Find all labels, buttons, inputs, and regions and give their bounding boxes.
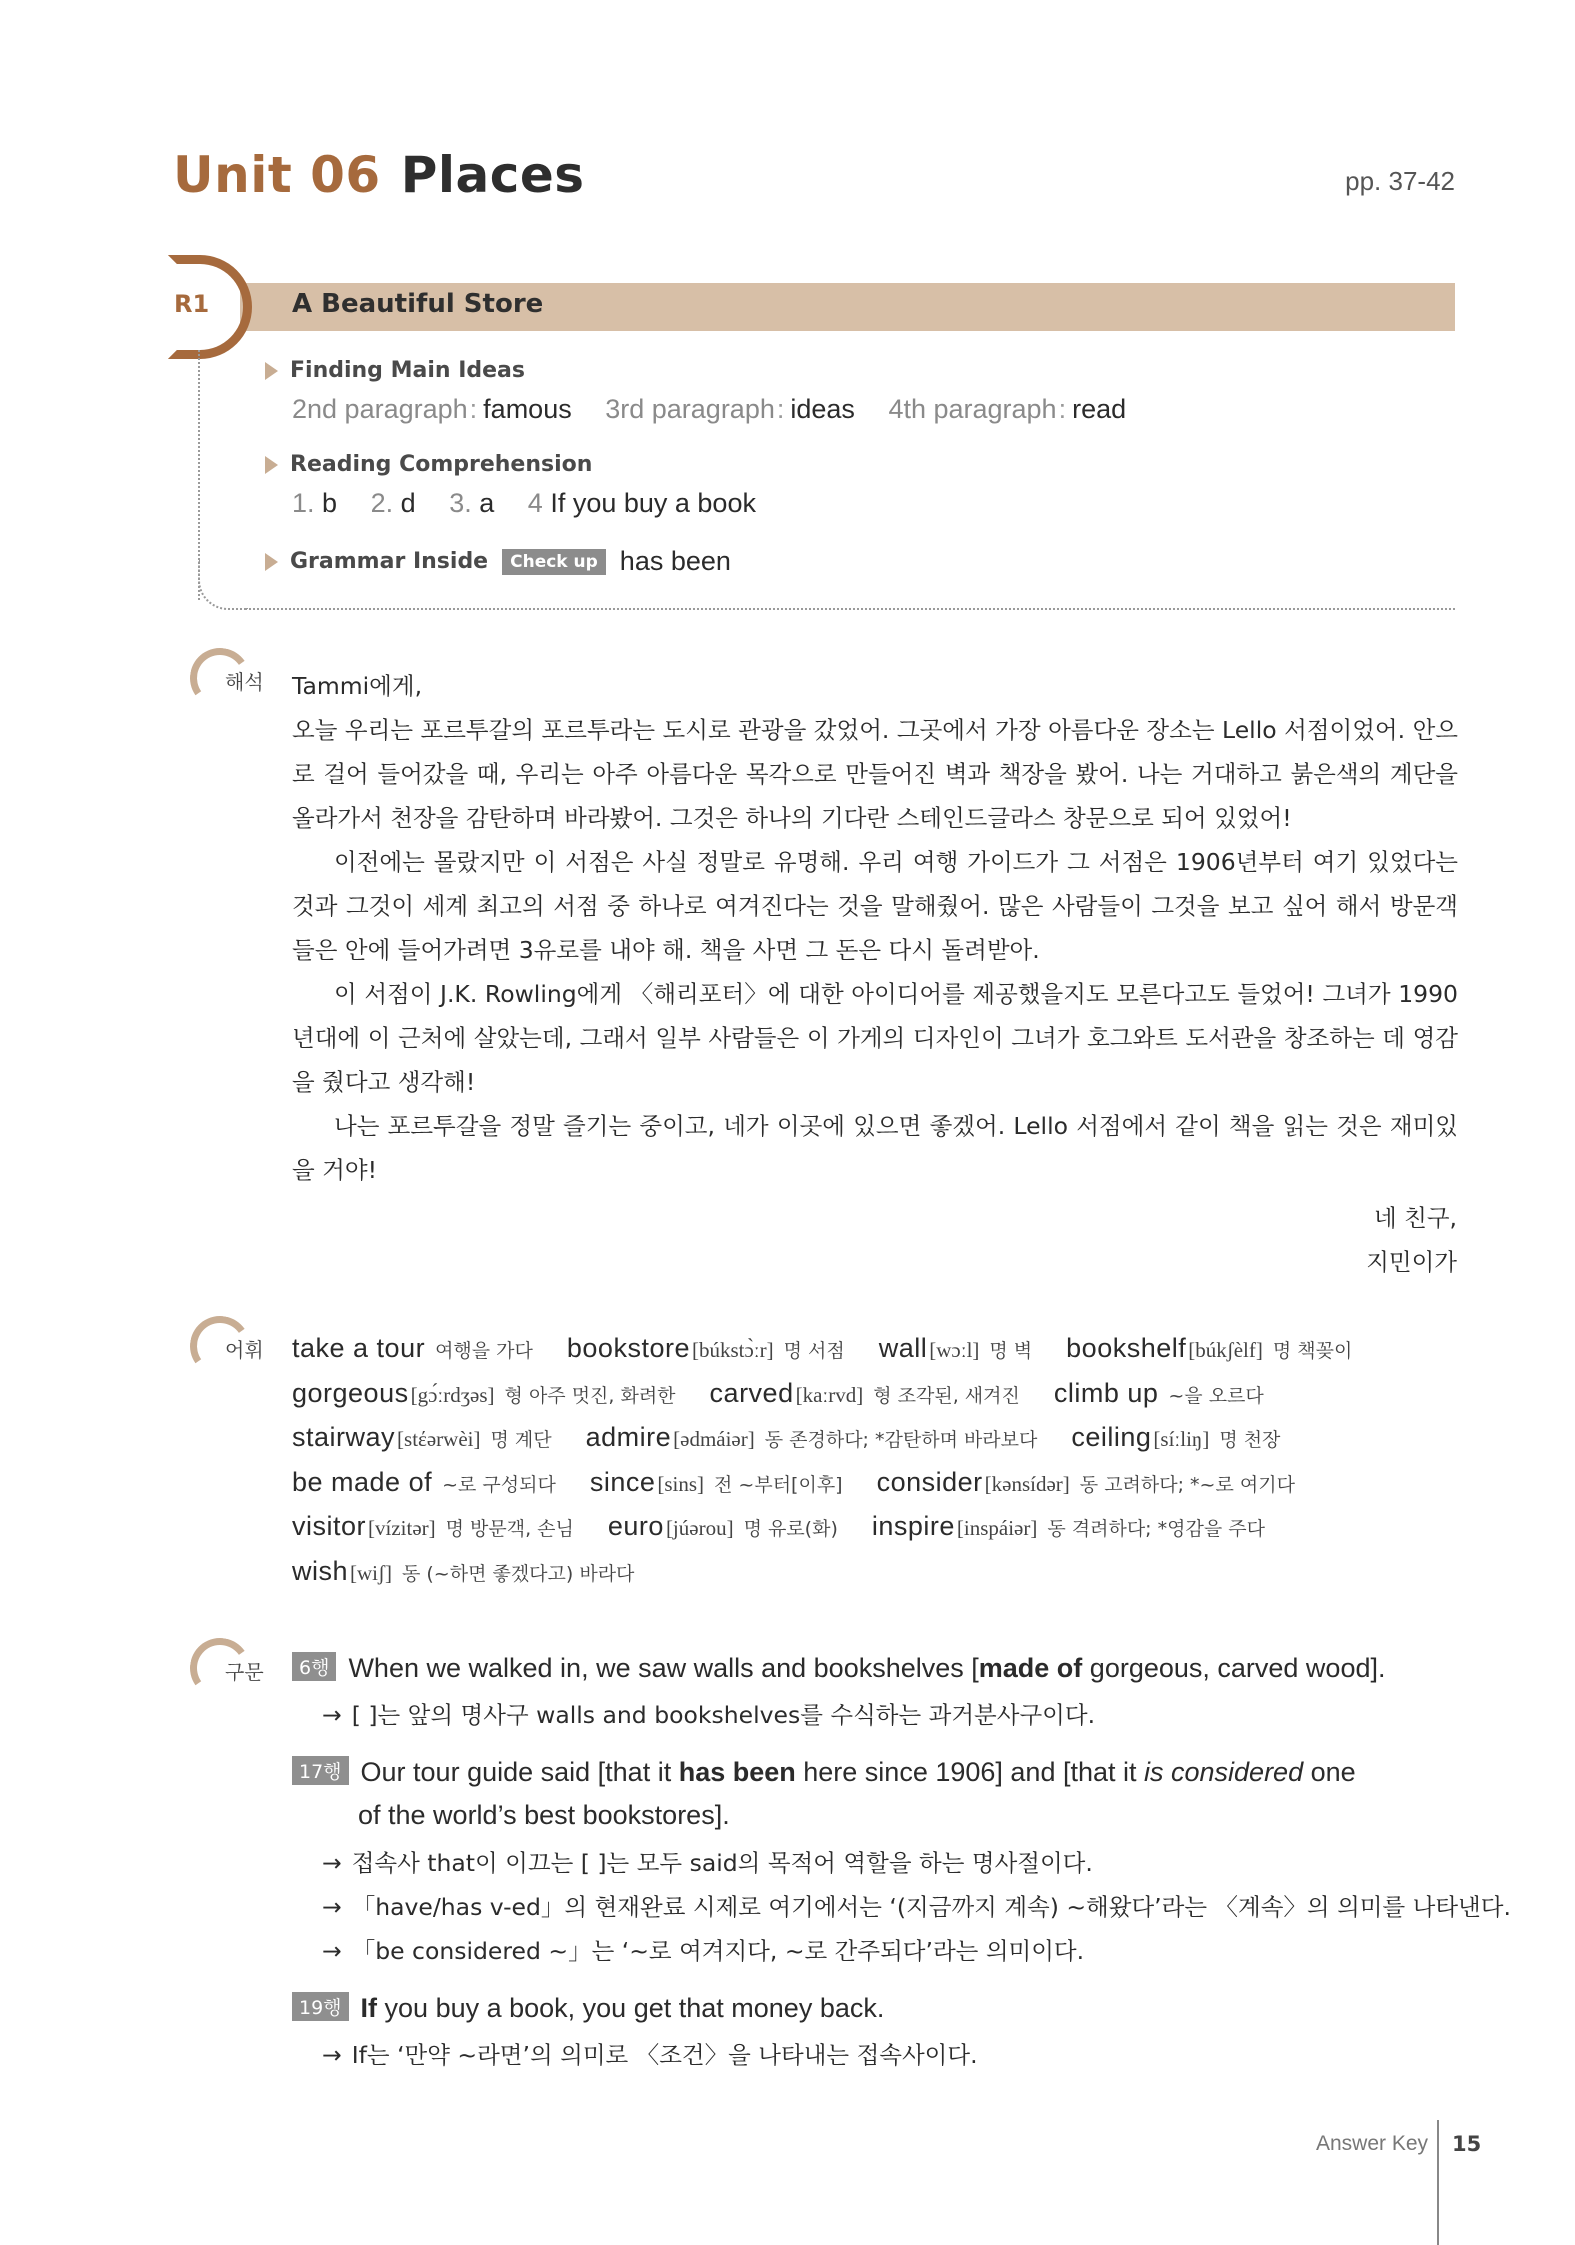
- translation-paragraph: 이전에는 몰랐지만 이 서점은 사실 정말로 유명해. 우리 여행 가이드가 그 서점은 1906년부터 여기 있었다는 것과 그것이 세계 최고의 서점 중 하나로 여겨진다는 것을 말해줬어. 많은 사람들이 그것을 보고 싶어 해서 방문객들은 안에 들어가려면 3유로를 내야 해. 책을 사면 그 돈은 다시 돌려받아.: [292, 848, 1458, 964]
- translation-paragraph: 이 서점이 J.K. Rowling에게 〈해리포터〉에 대한 아이디어를 제공했을지도 모른다고도 들었어! 그녀가 1990년대에 이 근처에 살았는데, 그래서 일부 사람들은 이 가게의 디자인이 그녀가 호그와트 도서관을 창조하는 데 영감을 줬다고 생각해!: [292, 980, 1458, 1096]
- check-up-badge: Check up: [502, 549, 606, 575]
- translation-signature: 네 친구, 지민이가: [1366, 1204, 1457, 1276]
- vocab-item: wish [wiʃ] 동 (~하면 좋겠다고) 바라다: [292, 1555, 635, 1586]
- r1-dotted-bottom: [245, 608, 1455, 610]
- vocab-item: climb up ~을 오르다: [1053, 1377, 1264, 1408]
- vocab-row: [292, 1378, 1462, 1423]
- translation-paragraph: 나는 포르투갈을 정말 즐기는 중이고, 네가 이곳에 있으면 좋겠어. Lello 서점에서 같이 책을 읽는 것은 재미있을 거야!: [292, 1112, 1458, 1184]
- vocab-list: [292, 1333, 1462, 1600]
- structure-note: → If는 ‘만약 ~라면’의 의미로 〈조건〉을 나타내는 접속사이다.: [322, 2041, 978, 2069]
- vocab-item: wall [wɔːl] 명 벽: [878, 1333, 1033, 1363]
- translation-paragraph: 오늘 우리는 포르투갈의 포르투라는 도시로 관광을 갔었어. 그곳에서 가장 아름다운 장소는 Lello 서점이었어. 안으로 걸어 들어갔을 때, 우리는 아주 아름다운 목각으로 만들어진 벽과 책장을 봤어. 나는 거대하고 붉은색의 계단을 올라가서 천장을 감탄하며 바라봤어. 그것은 하나의 기다란 스테인드글라스 창문으로 되어 있었어!: [292, 716, 1458, 832]
- vocab-row: [292, 1333, 1462, 1378]
- structure-notes: [292, 1652, 1511, 2080]
- translation-marker: [190, 648, 270, 708]
- vocab-item: stairway [stέərwèi] 명 계단: [292, 1422, 552, 1452]
- grammar-answer: has been: [619, 546, 731, 576]
- vocab-item: inspire [inspáiər] 동 격려하다; *영감을 주다: [871, 1511, 1265, 1541]
- r1-title: A Beautiful Store: [292, 289, 544, 319]
- translation-body: [292, 664, 1458, 1192]
- structure-note: → 「have/has v-ed」의 현재완료 시제로 여기에서는 ‘(지금까지 계속) ~해왔다’라는 〈계속〉의 의미를 나타낸다.: [322, 1893, 1511, 1921]
- structure-sentence: 6행 When we walked in, we saw walls and bookshelves [made of gorgeous, carved wood].: [292, 1652, 1462, 1696]
- main-ideas-heading: Finding Main Ideas: [265, 358, 525, 383]
- vocab-item: be made of ~로 구성되다: [292, 1466, 556, 1497]
- vocab-item: consider [kənsídər] 동 고려하다; *~로 여기다: [876, 1466, 1295, 1497]
- comprehension-heading: Reading Comprehension: [265, 452, 592, 477]
- vocab-row: [292, 1422, 1462, 1467]
- r1-dotted-corner: [198, 560, 248, 610]
- vocab-item: euro [júərou] 명 유로(화): [607, 1511, 838, 1541]
- structure-note: → 「be considered ~」는 ‘~로 여겨지다, ~로 간주되다’라는 의미이다.: [322, 1937, 1085, 1965]
- triangle-bullet-icon: [265, 456, 278, 474]
- triangle-bullet-icon: [265, 362, 278, 380]
- vocab-label: 어휘: [225, 1338, 264, 1362]
- structure-note: → [ ]는 앞의 명사구 walls and bookshelves를 수식하는 과거분사구이다.: [322, 1701, 1096, 1729]
- footer-label: Answer Key: [1316, 2132, 1429, 2155]
- structure-note: → 접속사 that이 이끄는 [ ]는 모두 said의 목적어 역할을 하는 명사절이다.: [322, 1849, 1093, 1877]
- main-ideas-answers: 2nd paragraph: famous 3rd paragraph: ideas 4th paragraph: read: [292, 394, 1127, 424]
- vocab-item: since [sins] 전 ~부터[이후]: [589, 1466, 843, 1497]
- vocab-item: gorgeous [gɔ́ːrdʒəs] 형 아주 멋진, 화려한: [292, 1377, 676, 1408]
- vocab-item: admire [ədmáiər] 동 존경하다; *감탄하며 바라보다: [585, 1422, 1038, 1452]
- r1-label: R1: [174, 290, 210, 318]
- structure-label: 구문: [225, 1660, 264, 1684]
- structure-sentence: 19행 If you buy a book, you get that money back.: [292, 1992, 1462, 2036]
- structure-sentence-continued: of the world’s best bookstores].: [358, 1800, 730, 1830]
- vocab-row: [292, 1511, 1462, 1556]
- vocab-marker: [190, 1316, 270, 1376]
- vocab-row: [292, 1467, 1462, 1512]
- page-title: [173, 146, 585, 204]
- unit-number: Unit 06: [173, 146, 381, 204]
- line-tag: 6행: [292, 1652, 336, 1681]
- vocab-item: take a tour 여행을 가다: [292, 1333, 533, 1363]
- structure-marker: [190, 1638, 270, 1698]
- vocab-row: [292, 1556, 1462, 1601]
- line-tag: 17행: [292, 1756, 349, 1785]
- translation-greeting: Tammi에게,: [292, 672, 423, 700]
- grammar-heading: Grammar Inside Check up has been: [265, 546, 731, 577]
- page-range: pp. 37-42: [1345, 166, 1455, 196]
- comprehension-answers: 1. b 2. d 3. a 4 If you buy a book: [292, 488, 756, 518]
- translation-label: 해석: [225, 670, 264, 694]
- triangle-bullet-icon: [265, 553, 278, 571]
- footer-divider: [1437, 2120, 1439, 2245]
- vocab-item: ceiling [síːliŋ] 명 천장: [1071, 1422, 1281, 1452]
- page-number: 15: [1452, 2132, 1482, 2156]
- vocab-item: bookshelf [búkʃèlf] 명 책꽂이: [1066, 1333, 1353, 1363]
- vocab-item: visitor [vízitər] 명 방문객, 손님: [292, 1511, 574, 1541]
- vocab-item: bookstore [búkstɔ̀ːr] 명 서점: [566, 1333, 845, 1363]
- vocab-item: carved [kaːrvd] 형 조각된, 새겨진: [709, 1377, 1020, 1408]
- line-tag: 19행: [292, 1992, 349, 2021]
- structure-sentence: 17행 Our tour guide said [that it has been here since 1906] and [that it is considered one: [292, 1756, 1462, 1800]
- unit-name: Places: [400, 146, 585, 204]
